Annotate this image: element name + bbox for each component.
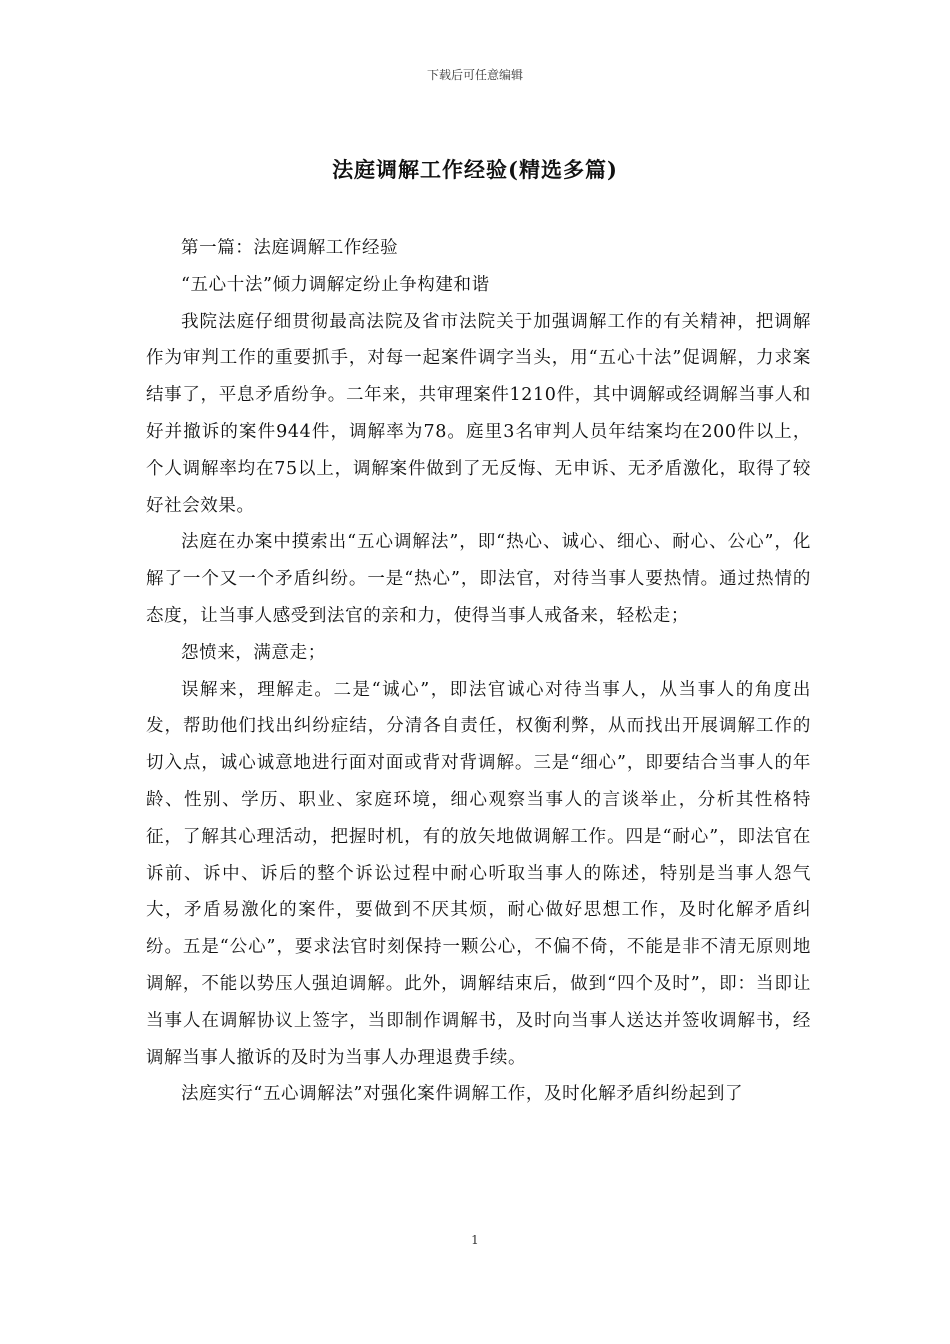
header-note: 下载后可任意编辑 xyxy=(426,68,523,82)
page-number: 1 xyxy=(471,1233,479,1247)
section-heading: 第一篇：法庭调解工作经验 xyxy=(181,238,399,258)
document-title: 法庭调解工作经验(精选多篇) xyxy=(332,157,618,182)
body-paragraph: 误解来，理解走。二是“诚心”，即法官诚心对待当事人，从当事人的角度出发，帮助他们找出纠纷症结，分清各自责任，权衡利弊，从而找出开展调解工作的切入点，诚心诚意地进行面对面或背对背调解。三是“细心”，即要结合当事人的年龄、性别、学历、职业、家庭环境，细心观察当事人的言谈举止，分析其性格特征，了解其心理活动，把握时机，有的放矢地做调解工作。四是“耐心”，即法官在诉前、诉中、诉后的整个诉讼过程中耐心听取当事人的陈述，特别是当事人怨气大，矛盾易激化的案件，要做到不厌其烦，耐心做好思想工作，及时化解矛盾纠纷。五是“公心”，要求法官时刻保持一颗公心，不偏不倚，不能是非不清无原则地调解，不能以势压人强迫调解。此外，调解结束后，做到“四个及时”，即：当即让当事人在调解协议上签字，当即制作调解书，及时向当事人送达并签收调解书，经调解当事人撤诉的及时为当事人办理退费手续。 xyxy=(146,679,811,1068)
document-body xyxy=(146,230,811,1113)
body-paragraph: 法庭在办案中摸索出“五心调解法”，即“热心、诚心、细心、耐心、公心”，化解了一个又一个矛盾纠纷。一是“热心”，即法官，对待当事人要热情。通过热情的态度，让当事人感受到法官的亲和力，使得当事人戒备来，轻松走； xyxy=(146,532,811,626)
subtitle-paragraph: “五心十法”倾力调解定纷止争构建和谐 xyxy=(181,274,490,295)
body-paragraph: 怨愤来，满意走； xyxy=(181,642,326,663)
body-paragraph: 我院法庭仔细贯彻最高法院及省市法院关于加强调解工作的有关精神，把调解作为审判工作的重要抓手，对每一起案件调字当头，用“五心十法”促调解，力求案结事了，平息矛盾纷争。二年来，共审理案件1210件，其中调解或经调解当事人和好并撤诉的案件944件，调解率为78。庭里3名审判人员年结案均在200件以上，个人调解率均在75以上，调解案件做到了无反悔、无申诉、无矛盾激化，取得了较好社会效果。 xyxy=(146,311,811,516)
body-paragraph: 法庭实行“五心调解法”对强化案件调解工作，及时化解矛盾纠纷起到了 xyxy=(181,1084,744,1105)
